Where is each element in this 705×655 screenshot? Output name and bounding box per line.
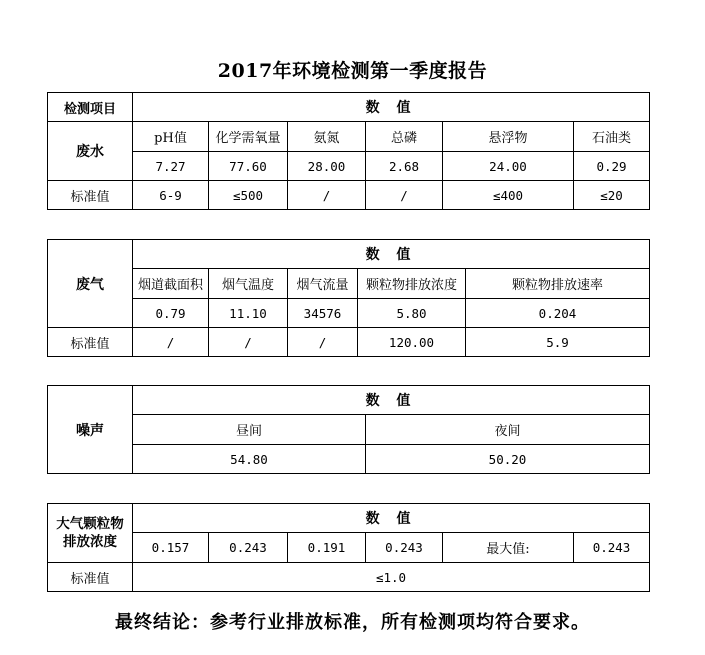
column-header: 烟气温度 <box>209 269 288 299</box>
gas-label: 废气 <box>48 240 133 328</box>
standard-cell: ≤500 <box>209 181 288 210</box>
standard-cell: ≤20 <box>574 181 650 210</box>
standard-cell: 5.9 <box>466 328 650 357</box>
report-title: 2017年环境检测第一季度报告 <box>217 60 488 82</box>
value-cell: 7.27 <box>133 152 209 181</box>
water-table <box>47 92 650 210</box>
max-value: 0.243 <box>574 533 650 563</box>
value-cell: 2.68 <box>366 152 443 181</box>
standard-label: 标准值 <box>48 328 133 357</box>
value-cell: 0.29 <box>574 152 650 181</box>
value-header: 数 值 <box>133 240 650 269</box>
noise-label: 噪声 <box>48 386 133 474</box>
standard-cell: ≤1.0 <box>133 563 650 592</box>
noise-table <box>47 385 650 474</box>
value-cell: 0.79 <box>133 299 209 328</box>
value-cell: 77.60 <box>209 152 288 181</box>
value-cell: 0.204 <box>466 299 650 328</box>
column-header: 烟气流量 <box>288 269 358 299</box>
standard-cell: 6-9 <box>133 181 209 210</box>
water-label: 废水 <box>48 122 133 181</box>
value-cell: 0.243 <box>209 533 288 563</box>
standard-label: 标准值 <box>48 563 133 592</box>
standard-cell: 120.00 <box>358 328 466 357</box>
standard-cell: / <box>366 181 443 210</box>
conclusion-text: 最终结论：参考行业排放标准，所有检测项均符合要求。 <box>115 612 590 633</box>
air-label <box>48 504 133 563</box>
standard-cell: / <box>209 328 288 357</box>
value-cell: 24.00 <box>443 152 574 181</box>
column-header: 悬浮物 <box>443 122 574 152</box>
air-table <box>47 503 650 592</box>
column-header: pH值 <box>133 122 209 152</box>
air-label-line1: 大气颗粒物 <box>56 516 124 532</box>
column-header: 颗粒物排放浓度 <box>358 269 466 299</box>
column-header: 烟道截面积 <box>133 269 209 299</box>
value-cell: 54.80 <box>133 445 366 474</box>
item-header: 检测项目 <box>48 93 133 122</box>
air-label-line2: 排放浓度 <box>63 534 117 550</box>
standard-cell: / <box>288 328 358 357</box>
column-header: 总磷 <box>366 122 443 152</box>
column-header: 氨氮 <box>288 122 366 152</box>
standard-cell: ≤400 <box>443 181 574 210</box>
max-label: 最大值: <box>443 533 574 563</box>
value-cell: 0.157 <box>133 533 209 563</box>
column-header: 化学需氧量 <box>209 122 288 152</box>
value-header: 数 值 <box>133 93 650 122</box>
value-cell: 0.191 <box>288 533 366 563</box>
column-header: 颗粒物排放速率 <box>466 269 650 299</box>
standard-cell: / <box>288 181 366 210</box>
value-cell: 11.10 <box>209 299 288 328</box>
value-cell: 28.00 <box>288 152 366 181</box>
value-cell: 50.20 <box>366 445 650 474</box>
value-cell: 0.243 <box>366 533 443 563</box>
value-header: 数 值 <box>133 504 650 533</box>
value-header: 数 值 <box>133 386 650 415</box>
standard-label: 标准值 <box>48 181 133 210</box>
value-cell: 34576 <box>288 299 358 328</box>
value-cell: 5.80 <box>358 299 466 328</box>
column-header: 夜间 <box>366 415 650 445</box>
gas-table <box>47 239 650 357</box>
column-header: 石油类 <box>574 122 650 152</box>
column-header: 昼间 <box>133 415 366 445</box>
standard-cell: / <box>133 328 209 357</box>
